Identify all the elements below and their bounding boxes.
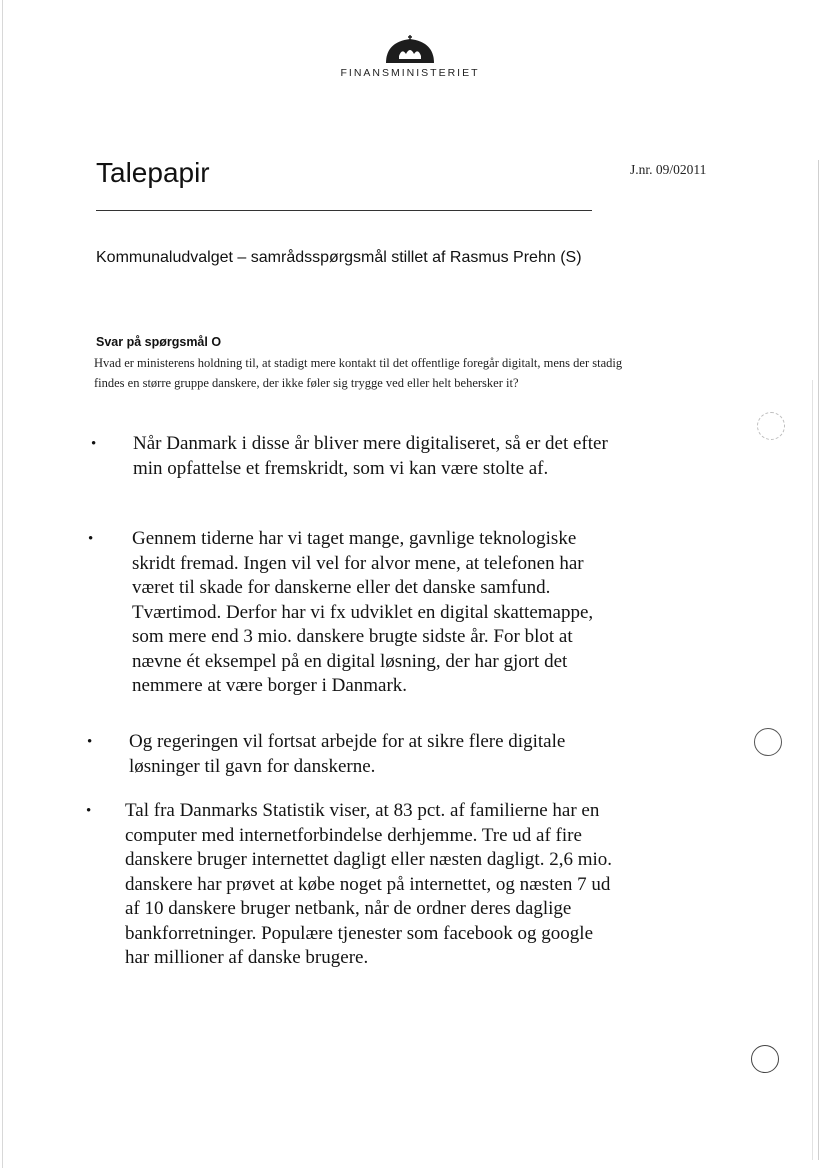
bullet-marker: • — [86, 803, 92, 819]
page-title: Talepapir — [96, 157, 210, 188]
list-item: Når Danmark i disse år bliver mere digitaliseret, så er det efter min opfattelse et fremskridt, som vi kan være stolte af. — [133, 433, 608, 479]
document-subject: Kommunaludvalget – samrådsspørgsmål stillet af Rasmus Prehn (S) — [96, 249, 582, 266]
question-heading: Svar på spørgsmål O — [96, 335, 222, 349]
bullet-marker: • — [87, 734, 93, 750]
punch-hole — [754, 728, 782, 756]
ministry-name: FINANSMINISTERIET — [340, 67, 480, 79]
question-text: Hvad er ministerens holdning til, at stadigt mere kontakt til det offentlige foregår digitalt, mens der stadig findes en større gruppe danskere, der ikke føler sig trygge ved eller helt behersker it? — [94, 356, 623, 390]
scan-edge-right — [818, 160, 819, 1160]
bullet-marker: • — [88, 531, 94, 547]
list-item: Og regeringen vil fortsat arbejde for at sikre flere digitale løsninger til gavn for danskerne. — [129, 731, 566, 777]
scan-edge-right-inner — [812, 380, 813, 1160]
punch-hole — [757, 412, 785, 440]
scan-edge-left — [2, 0, 3, 1168]
bullet-marker: • — [91, 436, 97, 452]
list-item: Tal fra Danmarks Statistik viser, at 83 pct. af familierne har en computer med internetforbindelse derhjemme. Tre ud af fire danskere bruger internettet dagligt eller næsten dagligt. 2,6 mio. danskere har prøvet at købe noget på internettet, og næsten 7 ud af 10 danskere bruger netbank, når de ordner deres daglige bankforretninger. Populære tjenester som facebook og google har millioner af danske brugere. — [125, 800, 613, 968]
list-item: Gennem tiderne har vi taget mange, gavnlige teknologiske skridt fremad. Ingen vil vel for alvor mene, at telefonen har været til skade for danskerne eller det danske samfund. Tværtimod. Derfor har vi fx udviklet en digital skattemappe, som mere end 3 mio. danskere brugte sidste år. For blot at nævne ét eksempel på en digital løsning, der har gjort det nemmere at være borger i Danmark. — [132, 528, 594, 696]
punch-hole — [751, 1045, 779, 1073]
title-divider — [96, 210, 592, 211]
crown-icon — [382, 34, 438, 64]
journal-number: J.nr. 09/02011 — [630, 162, 707, 177]
